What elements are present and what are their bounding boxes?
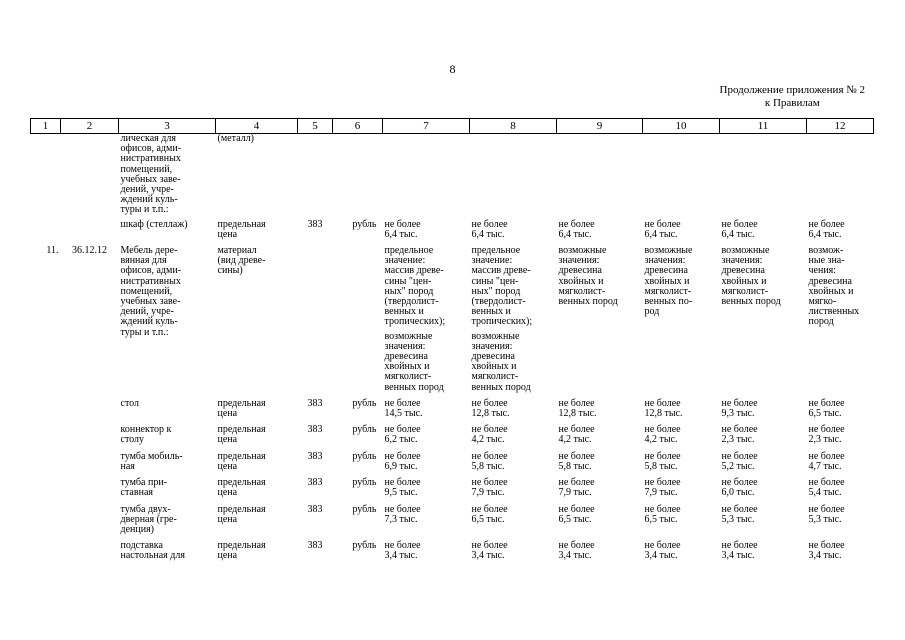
cell-text: не более 3,4 тыс. [808, 540, 845, 562]
appendix-heading-line1: Продолжение приложения № 2 [719, 84, 865, 96]
cell-text: не более 4,2 тыс. [644, 424, 681, 446]
cell-text: 36.12.12 [72, 245, 107, 257]
table-cell [216, 134, 298, 220]
table-cell [119, 134, 216, 220]
table-cell [298, 399, 333, 425]
cell-text: предельная цена [217, 450, 266, 472]
cell-text: стол [120, 397, 140, 409]
cell-text: шкаф (стеллаж) [120, 218, 188, 230]
table-cell [61, 246, 119, 399]
table-cell [119, 505, 216, 542]
table-cell [216, 452, 298, 478]
table-cell [119, 425, 216, 451]
cell-text: не более 6,4 тыс. [558, 218, 595, 240]
table-cell [383, 220, 470, 246]
table-cell [470, 134, 557, 220]
table-cell [383, 134, 470, 220]
cell-text: не более 6,4 тыс. [808, 218, 845, 240]
cell-text: не более 3,4 тыс. [644, 540, 681, 562]
cell-text: подставка настольная для [120, 540, 185, 562]
cell-text: не более 6,5 тыс. [644, 503, 681, 525]
column-header: 6 [333, 119, 383, 134]
cell-text: не более 14,5 тыс. [384, 397, 423, 420]
table-cell [216, 505, 298, 542]
table-cell [61, 399, 119, 425]
table-cell [61, 134, 119, 220]
table-cell [643, 478, 720, 504]
column-header: 1 [31, 119, 61, 134]
table-cell [557, 399, 643, 425]
table-cell [720, 541, 807, 565]
table-cell [383, 425, 470, 451]
table-cell [807, 425, 874, 451]
table-cell [119, 452, 216, 478]
cell-text: предельная цена [217, 477, 266, 499]
table-cell [720, 478, 807, 504]
column-header: 10 [643, 119, 720, 134]
cell-text: предельная цена [217, 397, 266, 420]
table-cell [61, 478, 119, 504]
table-cell [216, 541, 298, 565]
cell-text: не более 3,4 тыс. [384, 540, 421, 562]
cell-text: не более 7,9 тыс. [644, 477, 681, 499]
cell-text: не более 3,4 тыс. [558, 540, 595, 562]
table-cell [807, 246, 874, 399]
table-cell [470, 425, 557, 451]
column-header: 8 [470, 119, 557, 134]
cell-text: не более 5,4 тыс. [808, 477, 845, 499]
cell-text: материал (вид древе- сины) [217, 245, 266, 277]
cell-text: рубль [352, 503, 377, 515]
cell-text: 383 [307, 450, 323, 462]
cell-text: не более 5,3 тыс. [808, 503, 845, 525]
table-cell [31, 452, 61, 478]
table-cell [216, 399, 298, 425]
table-cell [298, 478, 333, 504]
table-cell [119, 220, 216, 246]
table-cell [298, 541, 333, 565]
table-cell [298, 134, 333, 220]
table-cell [807, 399, 874, 425]
cell-text: не более 12,8 тыс. [558, 397, 597, 420]
table-cell [216, 220, 298, 246]
table-cell [31, 478, 61, 504]
table-cell [643, 399, 720, 425]
cell-text: предельное значение: массив древе- сины "цен- ных" пород (твердолист- венных и тропических); [471, 245, 533, 328]
page-number: 8 [449, 62, 456, 76]
table-row [31, 541, 874, 565]
table-cell [470, 246, 557, 399]
table-cell [61, 425, 119, 451]
table-cell [470, 452, 557, 478]
cell-text: рубль [352, 397, 377, 409]
table-cell [119, 246, 216, 399]
table-cell [298, 425, 333, 451]
table-cell [333, 541, 383, 565]
cell-text: не более 9,3 тыс. [721, 397, 758, 420]
cell-text: предельная цена [217, 503, 266, 525]
cell-text: предельная цена [217, 540, 266, 562]
table-cell [807, 541, 874, 565]
cell-text: не более 5,2 тыс. [721, 450, 758, 472]
table-cell [333, 399, 383, 425]
table-cell [119, 399, 216, 425]
table-cell [807, 505, 874, 542]
cell-text: не более 6,9 тыс. [384, 450, 421, 472]
cell-text: Мебель дере- вянная для офисов, адми- нистративных помещений, учебных заве- дений, учре- ждений куль- туры и т.п.: [120, 245, 182, 338]
cell-text: 383 [307, 218, 323, 230]
table-cell [333, 478, 383, 504]
table-cell [61, 505, 119, 542]
table-cell [643, 425, 720, 451]
appendix-heading-line2: к Правилам [764, 97, 820, 109]
table-cell [31, 541, 61, 565]
cell-text: предельная цена [217, 424, 266, 446]
table-row [31, 452, 874, 478]
table-cell [298, 452, 333, 478]
table-cell [470, 399, 557, 425]
appendix-heading [720, 84, 865, 110]
cell-text: не более 5,8 тыс. [471, 450, 508, 472]
table-cell [333, 505, 383, 542]
table-cell [470, 505, 557, 542]
table-cell [720, 220, 807, 246]
column-header: 4 [216, 119, 298, 134]
table-cell [643, 505, 720, 542]
cell-text: не более 12,8 тыс. [644, 397, 683, 420]
table-cell [61, 220, 119, 246]
cell-text-secondary: возможные значения: древесина хвойных и мягколист- венных пород [471, 330, 531, 393]
table-cell [557, 425, 643, 451]
cell-text: тумба двух- дверная (гре- денция) [120, 503, 177, 535]
table-cell [643, 541, 720, 565]
table-cell [31, 399, 61, 425]
cell-text: коннектор к столу [120, 424, 172, 446]
table-cell [216, 425, 298, 451]
table-cell [298, 505, 333, 542]
cell-text: не более 6,4 тыс. [644, 218, 681, 240]
cell-text: не более 6,5 тыс. [558, 503, 595, 525]
cell-text: 383 [307, 503, 323, 515]
cell-text: возможные значения: древесина хвойных и мягколист- венных по- род [644, 245, 693, 318]
cell-text: не более 3,4 тыс. [721, 540, 758, 562]
price-limits-table [30, 118, 874, 566]
table-cell [557, 246, 643, 399]
table-cell [557, 541, 643, 565]
table-cell [557, 452, 643, 478]
table-cell [31, 134, 61, 220]
table-cell [720, 134, 807, 220]
cell-text: предельное значение: массив древе- сины "цен- ных" пород (твердолист- венных и тропических); [384, 245, 446, 328]
table-cell [61, 452, 119, 478]
table-cell [119, 478, 216, 504]
cell-text: не более 5,3 тыс. [721, 503, 758, 525]
cell-text: рубль [352, 424, 377, 436]
table-row [31, 478, 874, 504]
cell-text: не более 6,4 тыс. [384, 218, 421, 240]
cell-text: не более 12,8 тыс. [471, 397, 510, 420]
table-row [31, 246, 874, 399]
cell-text: не более 6,0 тыс. [721, 477, 758, 499]
table-cell [557, 220, 643, 246]
cell-text: рубль [352, 540, 377, 552]
table-cell [643, 452, 720, 478]
column-number-row [31, 119, 874, 134]
table-cell [557, 134, 643, 220]
table-cell [720, 246, 807, 399]
table-row [31, 399, 874, 425]
table-cell [643, 246, 720, 399]
column-header: 9 [557, 119, 643, 134]
cell-text-secondary: возможные значения: древесина хвойных и мягколист- венных пород [384, 330, 444, 393]
cell-text: не более 2,3 тыс. [721, 424, 758, 446]
cell-text: рубль [352, 450, 377, 462]
table-cell [333, 220, 383, 246]
table-cell [643, 134, 720, 220]
table-cell [643, 220, 720, 246]
cell-text: не более 7,3 тыс. [384, 503, 421, 525]
table-row [31, 134, 874, 220]
table-cell [557, 478, 643, 504]
table-cell [470, 541, 557, 565]
table-cell [720, 452, 807, 478]
cell-text: лическая для офисов, адми- нистративных помещений, учебных заве- дений, учре- ждений куль- туры и т.п.: [120, 133, 182, 216]
cell-text: не более 7,9 тыс. [558, 477, 595, 499]
table-cell [557, 505, 643, 542]
cell-text: 383 [307, 424, 323, 436]
table-cell [720, 505, 807, 542]
table-cell [333, 425, 383, 451]
cell-text: не более 5,8 тыс. [644, 450, 681, 472]
table-cell [383, 541, 470, 565]
cell-text: не более 6,5 тыс. [471, 503, 508, 525]
cell-text: не более 3,4 тыс. [471, 540, 508, 562]
table-cell [383, 478, 470, 504]
cell-text: тумба при- ставная [120, 477, 167, 499]
table-cell [807, 478, 874, 504]
cell-text: не более 5,8 тыс. [558, 450, 595, 472]
table-cell [216, 246, 298, 399]
table-cell [333, 134, 383, 220]
table-row [31, 425, 874, 451]
table-cell [470, 478, 557, 504]
table-body [31, 134, 874, 566]
cell-text: рубль [352, 218, 377, 230]
cell-text: не более 6,4 тыс. [721, 218, 758, 240]
cell-text: предельная цена [217, 218, 266, 240]
table-cell [383, 246, 470, 399]
table-cell [383, 399, 470, 425]
column-header: 12 [807, 119, 874, 134]
cell-text: (металл) [217, 133, 254, 144]
cell-text: не более 2,3 тыс. [808, 424, 845, 446]
cell-text: не более 6,2 тыс. [384, 424, 421, 446]
table-cell [31, 425, 61, 451]
cell-text: не более 9,5 тыс. [384, 477, 421, 499]
cell-text: возможные значения: древесина хвойных и мягколист- венных пород [558, 245, 618, 308]
cell-text: не более 7,9 тыс. [471, 477, 508, 499]
table-cell [807, 452, 874, 478]
table-cell [31, 505, 61, 542]
table-cell [470, 220, 557, 246]
cell-text: не более 6,5 тыс. [808, 397, 845, 420]
table-cell [61, 541, 119, 565]
cell-text: не более 6,4 тыс. [471, 218, 508, 240]
cell-text: возможные значения: древесина хвойных и мягколист- венных пород [721, 245, 781, 308]
table-cell [720, 399, 807, 425]
cell-text: не более 4,7 тыс. [808, 450, 845, 472]
table-cell [119, 541, 216, 565]
table-cell [383, 452, 470, 478]
column-header: 7 [383, 119, 470, 134]
cell-text: возмож- ные зна- чения: древесина хвойных и мягко- лиственных пород [808, 245, 860, 328]
table-cell [807, 134, 874, 220]
column-header: 11 [720, 119, 807, 134]
cell-text: 11. [46, 245, 59, 257]
cell-text: не более 4,2 тыс. [558, 424, 595, 446]
cell-text: 383 [307, 397, 323, 409]
column-header: 5 [298, 119, 333, 134]
table-row [31, 220, 874, 246]
cell-text: рубль [352, 477, 377, 489]
column-header: 2 [61, 119, 119, 134]
cell-text: не более 4,2 тыс. [471, 424, 508, 446]
table-cell [31, 246, 61, 399]
table-cell [807, 220, 874, 246]
table-cell [720, 425, 807, 451]
table-cell [31, 220, 61, 246]
cell-text: 383 [307, 540, 323, 552]
cell-text: тумба мобиль- ная [120, 450, 183, 472]
table-cell [216, 478, 298, 504]
table-cell [298, 220, 333, 246]
table-cell [383, 505, 470, 542]
column-header: 3 [119, 119, 216, 134]
cell-text: 383 [307, 477, 323, 489]
table-row [31, 505, 874, 542]
table-cell [298, 246, 333, 399]
table-cell [333, 246, 383, 399]
table-cell [333, 452, 383, 478]
